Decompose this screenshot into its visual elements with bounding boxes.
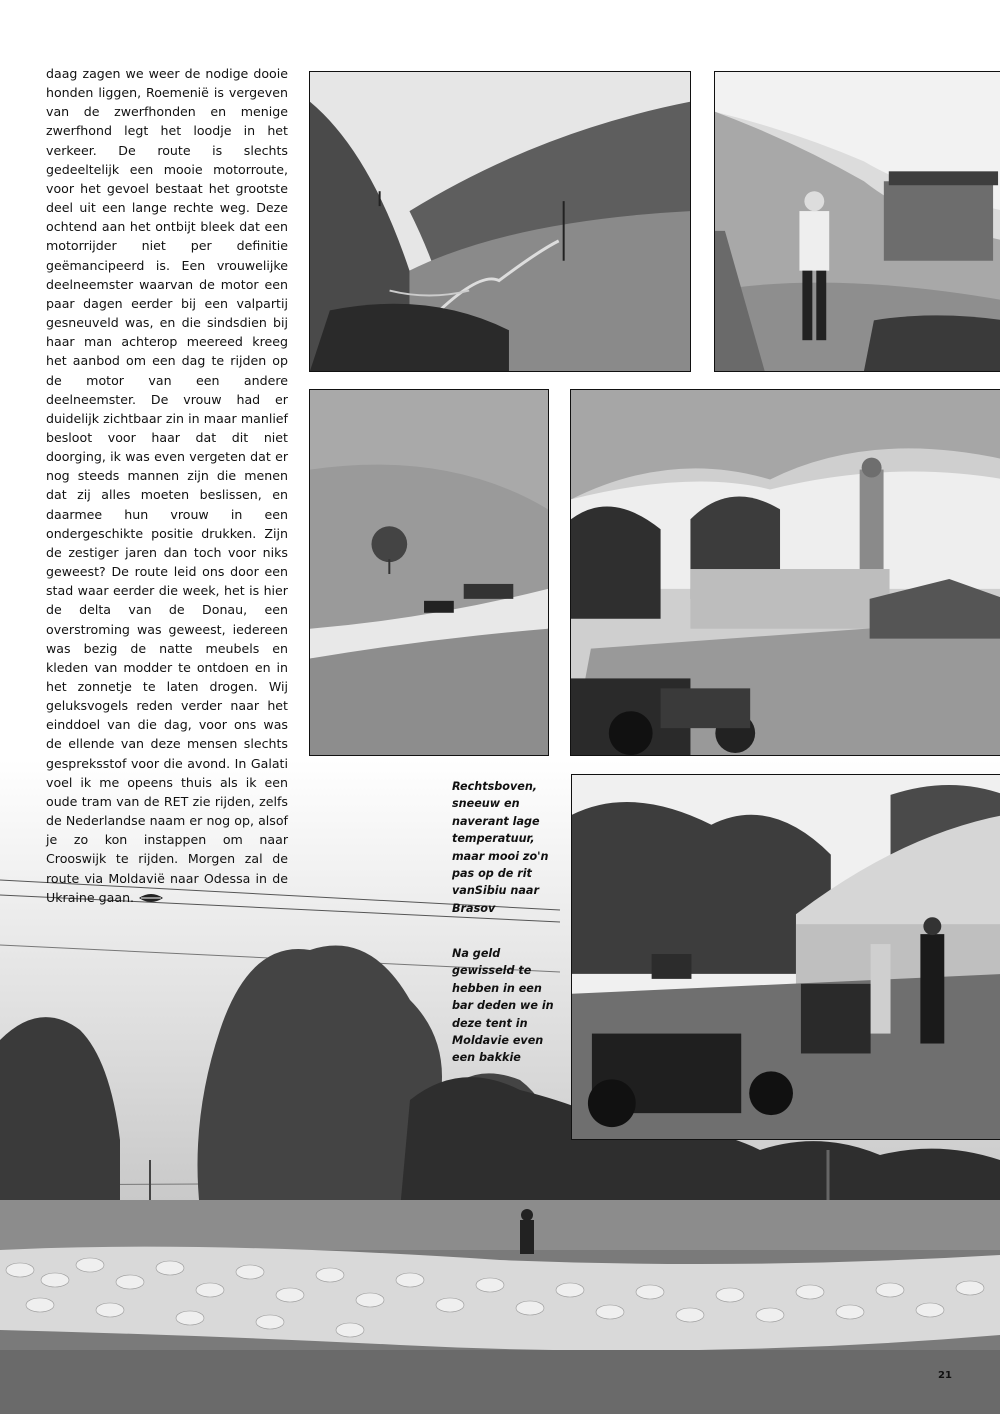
photo-monument-terrace [570,389,1000,756]
page-number: 21 [938,1370,952,1381]
photo-horse-cart [309,389,549,756]
caption-tent-moldavie: Na geld gewisseld te hebben in een bar deden we in deze tent in Moldavie even een bakkie [452,947,554,1065]
photo-mountain-pass [309,71,691,372]
article-body: daag zagen we weer de nodige dooie honden liggen, Roemenië is vergeven van de zwerfhonden en menige zwerfhond legt het loodje in het verkeer. De route is slechts gedeeltelijk een mooie motorroute, voor het gevoel bestaat het grootste deel uit een lange rechte weg. Deze ochtend aan het ontbijt bleek dat een motorrijder niet per definitie geëmancipeerd is. Een vrouwelijke deelneemster waarvan de motor een paar dagen eerder bij een valpartij gesneuveld was, en die sindsdien bij haar man achterop meereed kreeg het aanbod om een dag te rijden op de motor van een andere deelneemster. De vrouw had er duidelijk zichtbaar zin in maar manlief besloot voor haar dat dit niet doorging, ik was even vergeten dat er nog steeds mannen zijn die menen dat zij alles moeten beslissen, en daarmee hun vrouw in een ondergeschikte positie drukken. Zijn de zestiger jaren dan toch voor niks geweest? De route leid ons door een stad waar eerder die week, het is hier de delta van de Donau, een overstroming was geweest, iedereen was bezig de natte meubels en kleden van modder te ontdoen en in het zonnetje te laten drogen. Wij geluksvogels reden verder naar het einddoel van die dag, voor ons was de ellende van deze mensen slechts gespreksstof voor die avond. In Galati voel ik me opeens thuis als ik een oude tram van de RET zie rijden, zelfs de Nederlandse naam er nog op, alsof je zo kon instappen om naar Crooswijk te rijden. Morgen zal de route via Moldavië naar Odessa in de Ukraine gaan. [46,66,288,905]
caption-snow-pass: Rechtsboven, sneeuw en naverant lage temperatuur, maar mooi zo'n pas op de rit vanSibiu naar Brasov [452,780,549,915]
photo-tent-motorcycles [571,774,1000,1140]
article-text-column [46,64,288,907]
motorcycle-club-logo-icon [138,892,164,904]
photo-snow-rider [714,71,1000,372]
